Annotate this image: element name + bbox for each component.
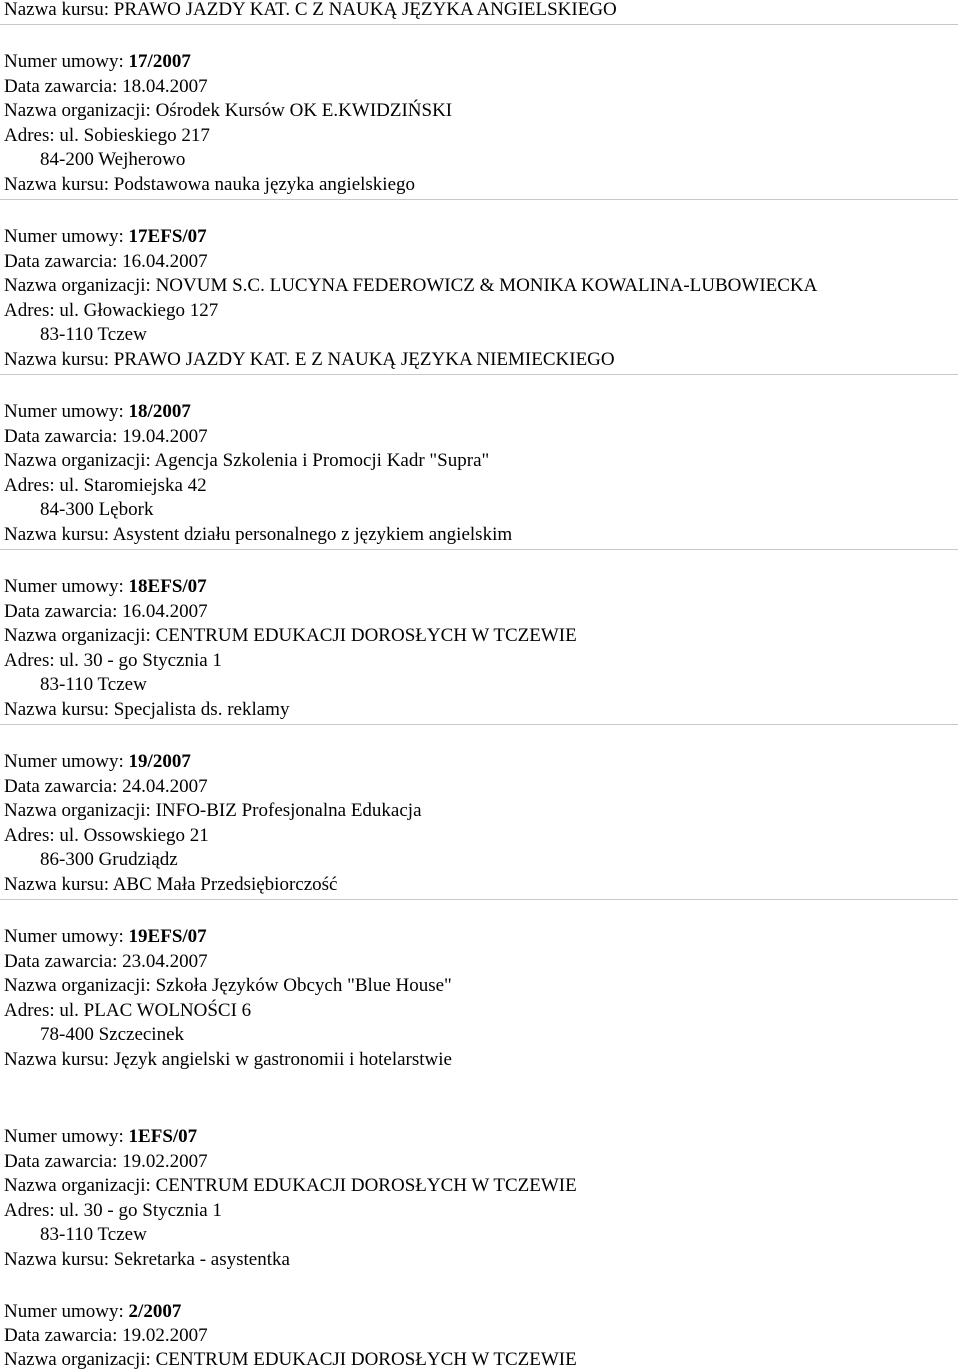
date-label: Data zawarcia: [4,776,118,797]
postal-city: 83-110 Tczew [40,324,147,345]
organization-line [4,973,452,998]
course-name: Język angielski w gastronomii i hotelarstwie [113,1049,452,1070]
contract-number-line [4,1124,197,1149]
organization-name: CENTRUM EDUKACJI DOROSŁYCH W TCZEWIE [155,625,577,646]
contract-number-line [4,924,207,949]
contract-date: 19.02.2007 [122,1325,208,1346]
contract-number: 2/2007 [128,1301,182,1322]
course-label: Nazwa kursu: [4,1249,109,1270]
organization-name: NOVUM S.C. LUCYNA FEDEROWICZ & MONIKA KOWALINA-LUBOWIECKA [155,275,818,296]
street-address: ul. 30 - go Stycznia 1 [59,1200,222,1221]
postal-city-line [40,322,147,347]
postal-city-line [40,1022,184,1047]
org-label: Nazwa organizacji: [4,1175,151,1196]
postal-city: 78-400 Szczecinek [40,1024,185,1045]
contract-label: Numer umowy: [4,401,124,422]
address-line [4,648,222,673]
contract-label: Numer umowy: [4,1301,124,1322]
contract-date: 16.04.2007 [122,251,208,272]
postal-city: 84-200 Wejherowo [40,149,186,170]
org-label: Nazwa organizacji: [4,1349,151,1370]
postal-city: 83-110 Tczew [40,674,147,695]
postal-city-line [40,147,185,172]
org-label: Nazwa organizacji: [4,450,151,471]
postal-city: 83-110 Tczew [40,1224,147,1245]
date-label: Data zawarcia: [4,76,118,97]
organization-name: Agencja Szkolenia i Promocji Kadr "Supra" [154,450,490,471]
contract-number: 1EFS/07 [128,1126,198,1147]
contract-number: 18/2007 [128,401,191,422]
course-name: ABC Mała Przedsiębiorczość [112,874,338,895]
contract-number: 17/2007 [128,51,191,72]
street-address: ul. Ossowskiego 21 [59,825,209,846]
contract-number: 19/2007 [128,751,191,772]
course-label: Nazwa kursu: [4,1049,109,1070]
course-line [4,522,512,547]
contract-date: 19.04.2007 [122,426,208,447]
postal-city: 86-300 Grudziądz [40,849,178,870]
address-label: Adres: [4,475,55,496]
contract-number-line [4,1299,181,1324]
contract-date-line [4,74,208,99]
address-line [4,473,207,498]
contract-number-line [4,399,191,424]
contract-date-line [4,949,208,974]
course-label: Nazwa kursu: [4,699,109,720]
organization-name: Szkoła Języków Obcych "Blue House" [155,975,452,996]
street-address: ul. Staromiejska 42 [59,475,207,496]
contract-number-line [4,574,207,599]
course-label: Nazwa kursu: [4,874,109,895]
date-label: Data zawarcia: [4,601,118,622]
organization-line [4,1173,577,1198]
organization-line [4,448,489,473]
org-label: Nazwa organizacji: [4,975,151,996]
course-line [4,172,415,197]
address-line [4,1198,222,1223]
organization-name: Ośrodek Kursów OK E.KWIDZIŃSKI [155,100,453,121]
record-divider [0,374,958,375]
organization-name: CENTRUM EDUKACJI DOROSŁYCH W TCZEWIE [155,1175,577,1196]
address-line [4,298,218,323]
address-label: Adres: [4,300,55,321]
street-address: ul. 30 - go Stycznia 1 [59,650,222,671]
contract-number: 18EFS/07 [128,576,207,597]
postal-city: 84-300 Lębork [40,499,154,520]
street-address: ul. Sobieskiego 217 [59,125,210,146]
course-name: PRAWO JAZDY KAT. E Z NAUKĄ JĘZYKA NIEMIECKIEGO [113,349,615,370]
postal-city-line [40,497,153,522]
address-label: Adres: [4,125,55,146]
contract-date: 16.04.2007 [122,601,208,622]
date-label: Data zawarcia: [4,1151,118,1172]
date-label: Data zawarcia: [4,426,118,447]
org-label: Nazwa organizacji: [4,625,151,646]
contract-label: Numer umowy: [4,576,124,597]
course-name: Sekretarka - asystentka [113,1249,290,1270]
org-label: Nazwa organizacji: [4,275,151,296]
address-line [4,123,210,148]
postal-city-line [40,847,178,872]
street-address: ul. Głowackiego 127 [59,300,219,321]
record-divider [0,24,958,25]
address-label: Adres: [4,650,55,671]
contract-label: Numer umowy: [4,926,124,947]
organization-name: CENTRUM EDUKACJI DOROSŁYCH W TCZEWIE [155,1349,577,1370]
organization-line [4,623,577,648]
contract-date: 18.04.2007 [122,76,208,97]
course-line [4,347,615,372]
course-label: Nazwa kursu: [4,0,109,20]
address-line [4,998,251,1023]
course-name: Asystent działu personalnego z językiem angielskim [112,524,513,545]
course-line [4,1247,290,1272]
org-label: Nazwa organizacji: [4,100,151,121]
course-value: PRAWO JAZDY KAT. C Z NAUKĄ JĘZYKA ANGIELSKIEGO [113,0,617,20]
contract-date-line [4,1323,208,1348]
contract-number-line [4,49,191,74]
course-name: Podstawowa nauka języka angielskiego [113,174,416,195]
organization-line [4,98,452,123]
address-line [4,823,209,848]
course-label: Nazwa kursu: [4,524,109,545]
course-label: Nazwa kursu: [4,174,109,195]
contract-label: Numer umowy: [4,1126,124,1147]
org-label: Nazwa organizacji: [4,800,151,821]
contract-date: 23.04.2007 [122,951,208,972]
contract-date-line [4,774,208,799]
course-line [4,1047,452,1072]
record-divider [0,724,958,725]
address-label: Adres: [4,825,55,846]
contract-date: 19.02.2007 [122,1151,208,1172]
postal-city-line [40,672,147,697]
course-name: Specjalista ds. reklamy [113,699,290,720]
record-divider [0,199,958,200]
record-divider [0,549,958,550]
course-line [4,0,617,22]
course-line [4,697,289,722]
postal-city-line [40,1222,147,1247]
organization-line [4,798,422,823]
address-label: Adres: [4,1200,55,1221]
contract-date-line [4,599,208,624]
contract-number-line [4,224,207,249]
course-line [4,872,337,897]
contract-label: Numer umowy: [4,51,124,72]
contract-date: 24.04.2007 [122,776,208,797]
contract-number: 19EFS/07 [128,926,207,947]
address-label: Adres: [4,1000,55,1021]
date-label: Data zawarcia: [4,1325,118,1346]
contract-date-line [4,1149,208,1174]
contract-label: Numer umowy: [4,226,124,247]
date-label: Data zawarcia: [4,251,118,272]
street-address: ul. PLAC WOLNOŚCI 6 [59,1000,252,1021]
contract-date-line [4,249,208,274]
organization-line [4,1347,577,1372]
organization-name: INFO-BIZ Profesjonalna Edukacja [155,800,422,821]
contract-number: 17EFS/07 [128,226,207,247]
contract-label: Numer umowy: [4,751,124,772]
record-divider [0,899,958,900]
contract-date-line [4,424,208,449]
organization-line [4,273,817,298]
date-label: Data zawarcia: [4,951,118,972]
contract-number-line [4,749,191,774]
course-label: Nazwa kursu: [4,349,109,370]
